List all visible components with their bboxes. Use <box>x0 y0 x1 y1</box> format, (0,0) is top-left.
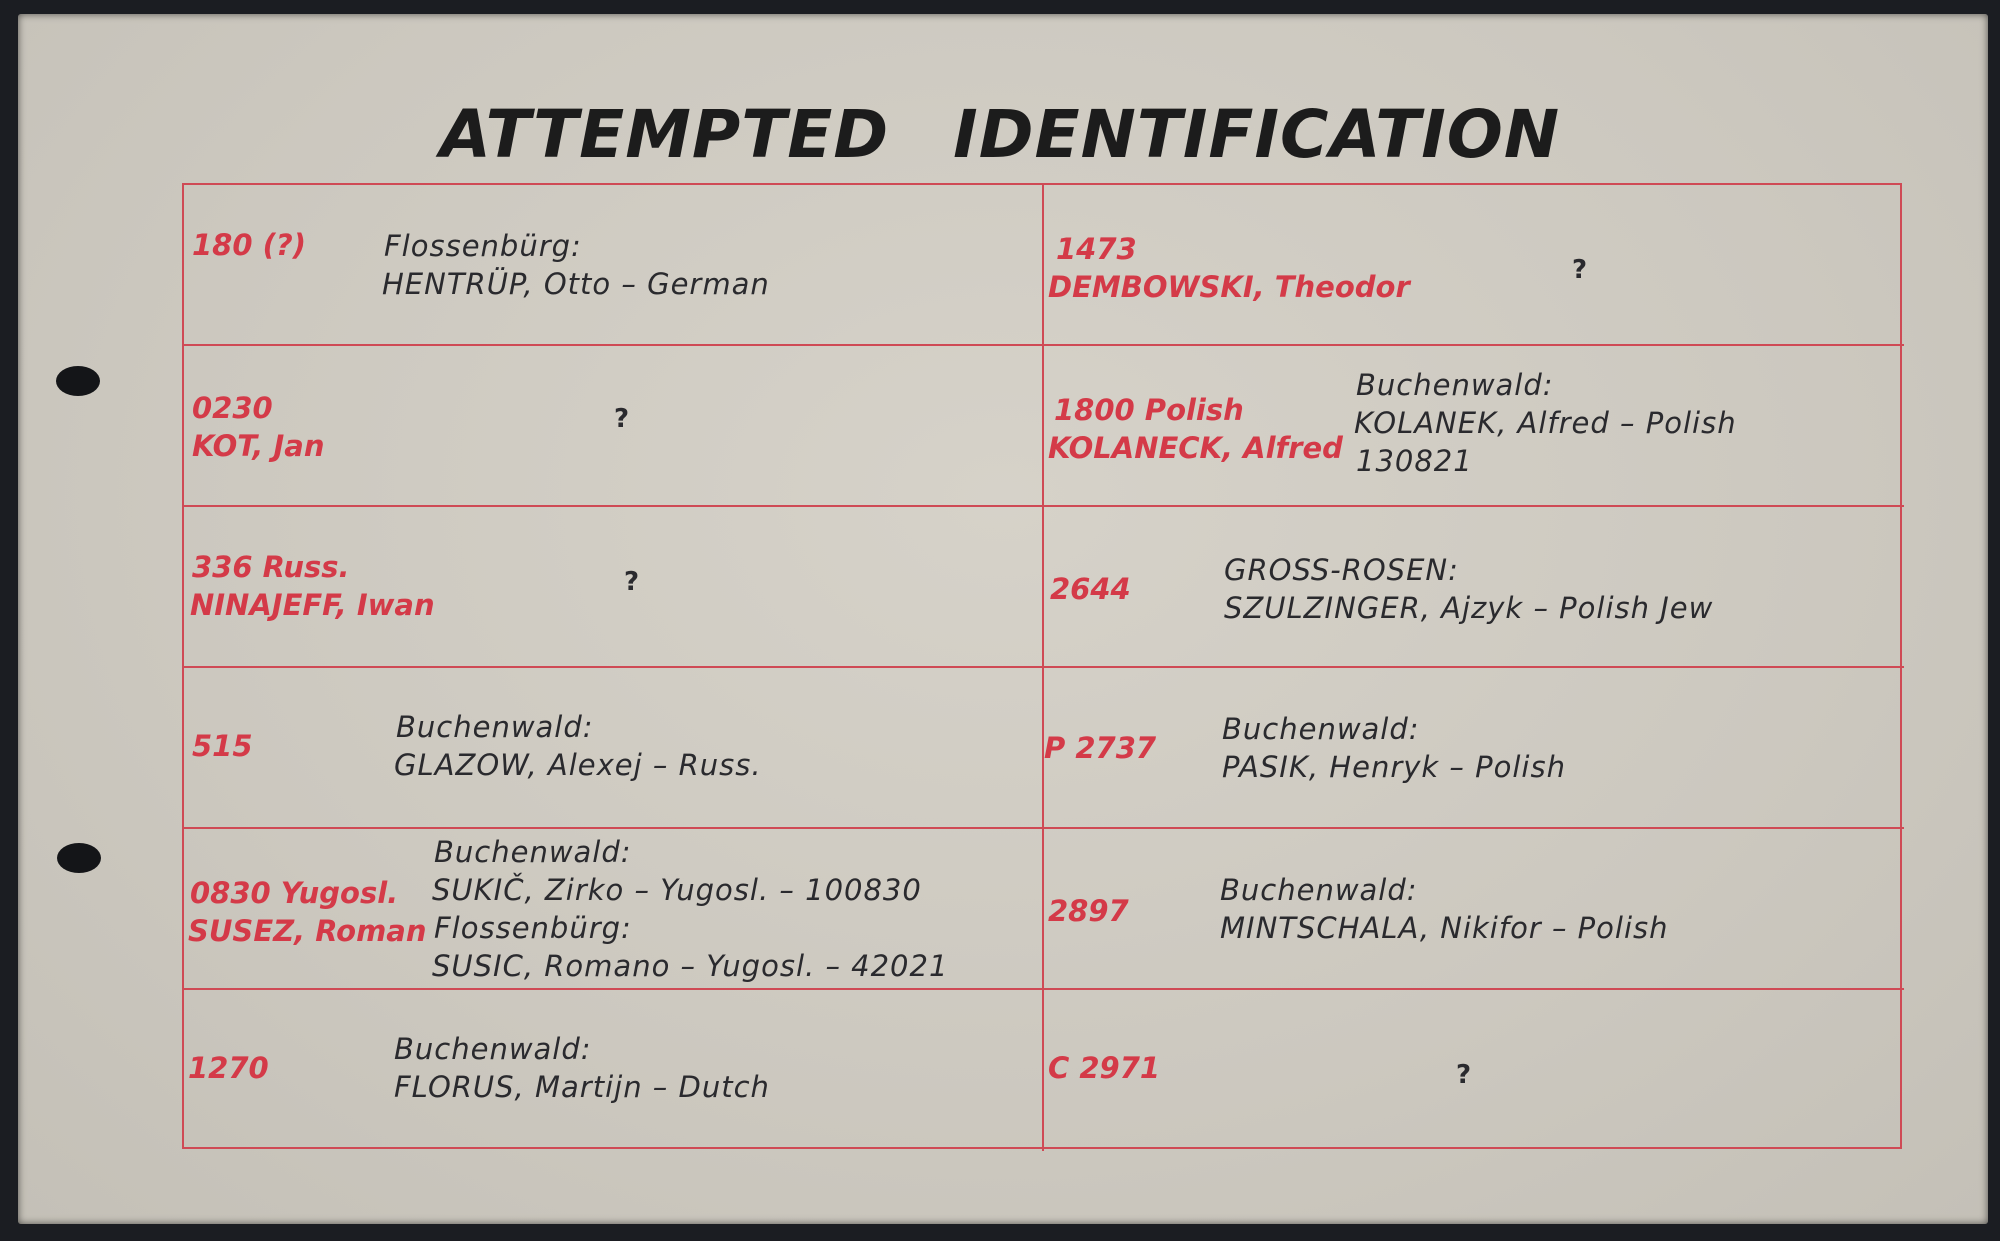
camp-number: 2644 <box>1050 572 1131 606</box>
entry-cell <box>184 185 1044 346</box>
camp-label: GROSS-ROSEN: <box>1224 553 1459 587</box>
question-mark: ? <box>624 567 640 597</box>
recorded-name: KOLANECK, Alfred <box>1048 431 1343 465</box>
identification-text: SUSIC, Romano – Yugosl. – 42021 <box>432 949 949 983</box>
camp-number: 1270 <box>188 1051 269 1085</box>
entry-cell <box>184 829 1044 990</box>
camp-number: C 2971 <box>1048 1051 1161 1085</box>
camp-number: 0230 <box>192 391 273 425</box>
prisoner-number: 130821 <box>1356 444 1473 478</box>
identification-grid <box>182 183 1902 1149</box>
camp-number: P 2737 <box>1044 731 1157 765</box>
identification-text: FLORUS, Martijn – Dutch <box>394 1070 770 1104</box>
camp-label: Buchenwald: <box>394 1032 592 1066</box>
question-mark: ? <box>1456 1060 1472 1090</box>
recorded-name: KOT, Jan <box>192 429 325 463</box>
entry-cell <box>184 990 1044 1151</box>
entry-cell <box>1044 829 1904 990</box>
identification-text: HENTRÜP, Otto – German <box>382 267 770 301</box>
camp-label: Buchenwald: <box>1356 368 1554 402</box>
camp-label: Buchenwald: <box>1222 712 1420 746</box>
identification-text: KOLANEK, Alfred – Polish <box>1354 406 1737 440</box>
entry-cell <box>184 507 1044 668</box>
camp-number: 0830 Yugosl. <box>190 876 399 910</box>
card-title: ATTEMPTED IDENTIFICATION <box>439 96 1561 173</box>
entry-cell <box>1044 346 1904 507</box>
recorded-name: DEMBOWSKI, Theodor <box>1048 270 1410 304</box>
entry-cell <box>184 346 1044 507</box>
identification-text: PASIK, Henryk – Polish <box>1222 750 1566 784</box>
entry-cell <box>1044 507 1904 668</box>
recorded-name: SUSEZ, Roman <box>188 914 427 948</box>
camp-number: 180 (?) <box>192 228 306 262</box>
identification-text: SZULZINGER, Ajzyk – Polish Jew <box>1224 591 1714 625</box>
camp-number: 336 Russ. <box>192 550 350 584</box>
camp-number: 1800 Polish <box>1054 393 1244 427</box>
camp-number: 2897 <box>1048 894 1129 928</box>
camp-label: Flossenbürg: <box>434 911 632 945</box>
question-mark: ? <box>614 404 630 434</box>
entry-cell <box>1044 990 1904 1151</box>
camp-label: Buchenwald: <box>1220 873 1418 907</box>
entry-cell <box>1044 185 1904 346</box>
camp-label: Buchenwald: <box>396 710 594 744</box>
entry-cell <box>184 668 1044 829</box>
entry-cell <box>1044 668 1904 829</box>
punch-hole-bottom <box>57 843 101 873</box>
identification-text: SUKIČ, Zirko – Yugosl. – 100830 <box>432 873 922 907</box>
question-mark: ? <box>1572 255 1588 285</box>
punch-hole-top <box>56 366 100 396</box>
camp-number: 515 <box>192 729 253 763</box>
recorded-name: NINAJEFF, Iwan <box>190 588 435 622</box>
camp-number: 1473 <box>1056 232 1137 266</box>
identification-text: MINTSCHALA, Nikifor – Polish <box>1220 911 1669 945</box>
identification-text: GLAZOW, Alexej – Russ. <box>394 748 762 782</box>
camp-label: Buchenwald: <box>434 835 632 869</box>
camp-label: Flossenbürg: <box>384 229 582 263</box>
